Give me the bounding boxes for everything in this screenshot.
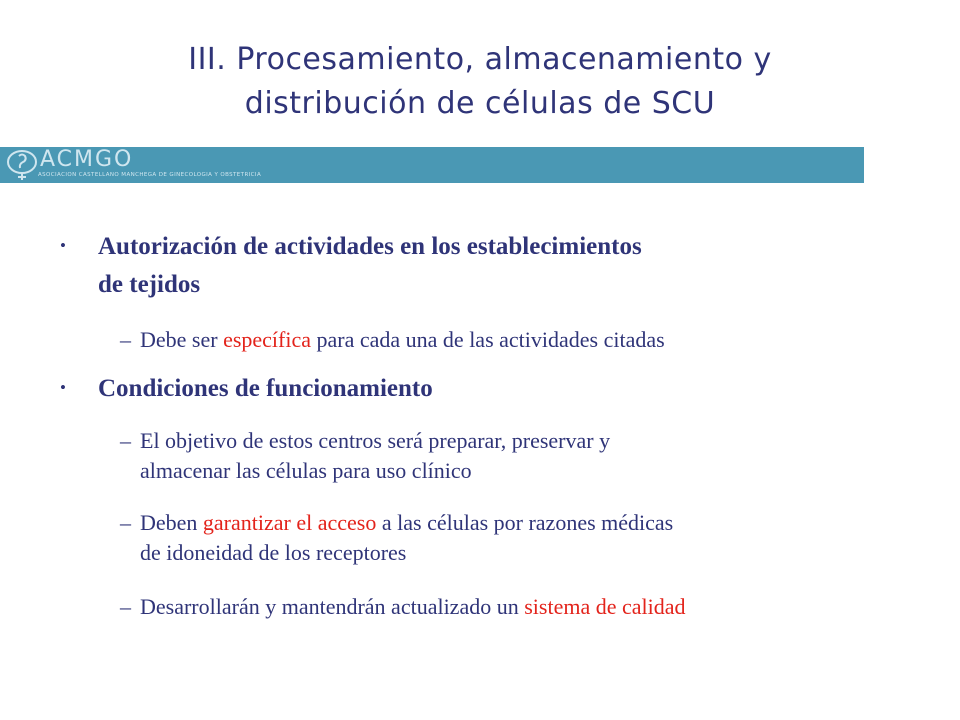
sub-bullet-text: para cada una de las actividades citadas [311,327,665,352]
sub-bullet-acceso [140,508,910,568]
highlight-especifica: específica [223,327,312,352]
sub-bullet-line-2: de idoneidad de los receptores [140,540,407,565]
logo-name: ACMGO [40,147,134,172]
bullet-marker: • [60,236,66,255]
highlight-sistema-calidad: sistema de calidad [524,594,686,619]
bullet-condiciones [98,370,918,408]
sub-bullet-calidad [140,592,910,622]
sub-bullet-line-1: El objetivo de estos centros será preparar, preservar y [140,428,611,453]
sub-bullet-line-2: almacenar las células para uso clínico [140,458,472,483]
sub-bullet-text: Debe ser [140,327,224,352]
bullet-marker: • [60,378,66,397]
logo-subtitle: ASOCIACION CASTELLANO MANCHEGA DE GINECOLOGIA Y OBSTETRICIA [38,172,262,178]
slide-title-line-2: distribución de células de SCU [244,86,716,121]
slide-title-line-1: III. Procesamiento, almacenamiento y [188,42,772,77]
sub-bullet-text: a las células por razones médicas [376,510,674,535]
bullet-text-line-1: Autorización de actividades en los establecimientos [98,233,642,260]
bullet-text-line-1: Condiciones de funcionamiento [98,375,433,402]
bullet-autorizacion [98,228,918,304]
sub-bullet-text: Desarrollarán y mantendrán actualizado un [140,594,525,619]
bullet-text-line-2: de tejidos [98,271,201,298]
sub-bullet-text: Deben [140,510,203,535]
sub-bullet-line-1 [140,508,910,538]
sub-bullet-marker: – [120,428,131,453]
sub-bullet-marker: – [120,510,131,535]
sub-bullet-objetivo [140,426,910,486]
highlight-garantizar-acceso: garantizar el acceso [202,510,377,535]
sub-bullet-marker: – [120,327,131,352]
sub-bullet-marker: – [120,594,131,619]
sub-bullet-especifica [140,325,910,355]
